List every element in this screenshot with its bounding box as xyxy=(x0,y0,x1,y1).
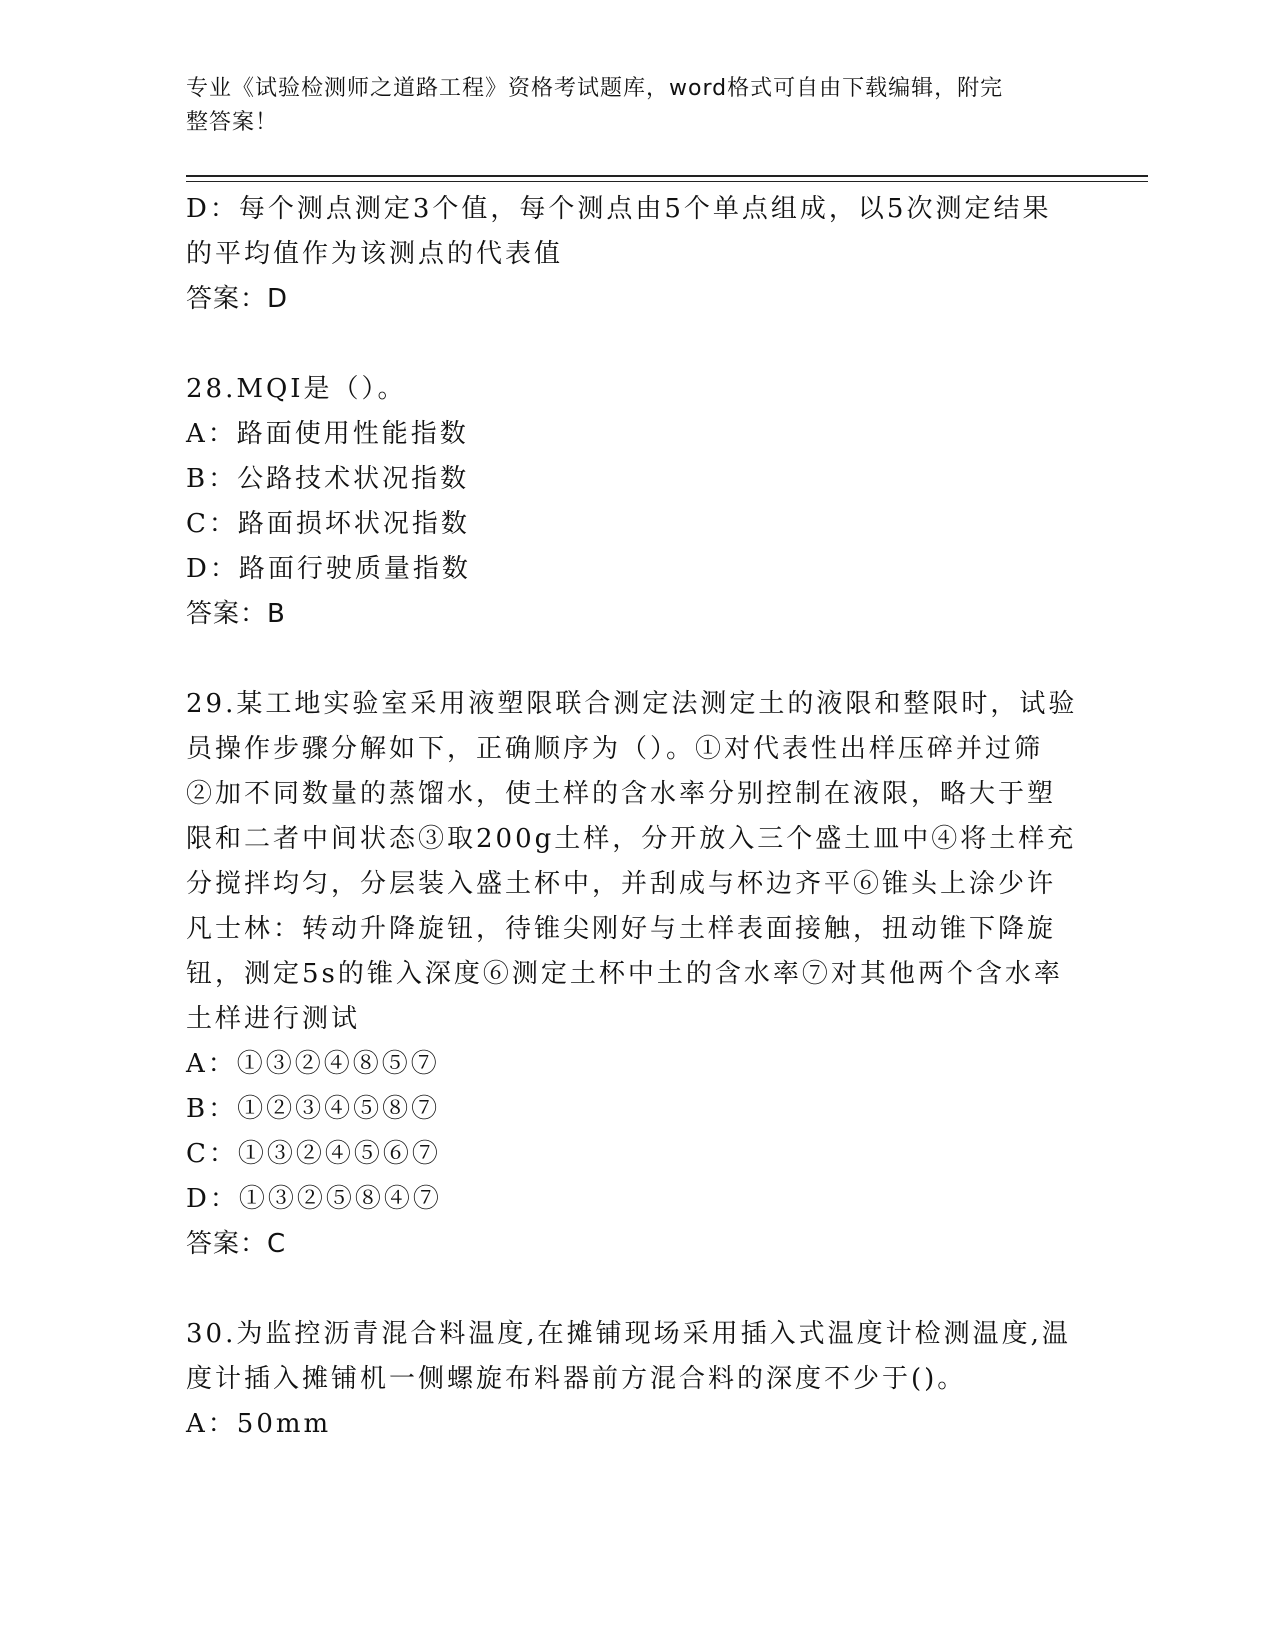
question-29 xyxy=(186,682,1086,1267)
previous-question-tail xyxy=(186,187,1086,322)
question-stem-line: 度计插入摊铺机一侧螺旋布料器前方混合料的深度不少于()。 xyxy=(186,1364,967,1394)
option-a: A：路面使用性能指数 xyxy=(186,419,469,449)
document-body xyxy=(186,187,1086,1447)
spacer xyxy=(186,1267,1086,1312)
option-d-line-1: D：每个测点测定3个值，每个测点由5个单点组成，以5次测定结果 xyxy=(186,194,1052,224)
question-stem-line: 29.某工地实验室采用液塑限联合测定法测定土的液限和整限时，试验 xyxy=(186,689,1078,719)
question-stem-line: 限和二者中间状态③取200g土样，分开放入三个盛土皿中④将土样充 xyxy=(186,824,1077,854)
question-28 xyxy=(186,367,1086,637)
option-d: D：①③②⑤⑧④⑦ xyxy=(186,1184,442,1214)
spacer xyxy=(186,637,1086,682)
question-stem-line: 员操作步骤分解如下，正确顺序为（）。①对代表性出样压碎并过筛 xyxy=(186,734,1044,764)
option-d-line-2: 的平均值作为该测点的代表值 xyxy=(186,239,564,269)
option-b: B：公路技术状况指数 xyxy=(186,464,470,494)
question-stem-line: 土样进行测试 xyxy=(186,1004,361,1034)
option-b: B：①②③④⑤⑧⑦ xyxy=(186,1094,441,1124)
spacer xyxy=(186,322,1086,367)
question-30 xyxy=(186,1312,1086,1447)
option-a: A：50mm xyxy=(186,1409,332,1439)
question-stem-line: ②加不同数量的蒸馏水，使土样的含水率分别控制在液限，略大于塑 xyxy=(186,779,1057,809)
option-c: C：①③②④⑤⑥⑦ xyxy=(186,1139,441,1169)
question-stem-line: 30.为监控沥青混合料温度,在摊铺现场采用插入式温度计检测温度,温 xyxy=(186,1319,1071,1349)
answer: 答案：C xyxy=(186,1229,287,1259)
header-rule-thick xyxy=(186,175,1148,177)
answer: 答案：D xyxy=(186,284,289,314)
document-header xyxy=(186,72,1066,140)
header-line-1: 专业《试验检测师之道路工程》资格考试题库，word格式可自由下载编辑，附完 xyxy=(186,76,1004,101)
question-stem-line: 凡士林：转动升降旋钮，待锥尖刚好与土样表面接触，扭动锥下降旋 xyxy=(186,914,1057,944)
option-a: A：①③②④⑧⑤⑦ xyxy=(186,1049,440,1079)
question-stem: 28.MQI是（）。 xyxy=(186,374,407,404)
question-stem-line: 钮，测定5s的锥入深度⑥测定土杯中土的含水率⑦对其他两个含水率 xyxy=(186,959,1063,989)
header-line-2: 整答案！ xyxy=(186,110,279,135)
answer: 答案：B xyxy=(186,599,286,629)
option-d: D：路面行驶质量指数 xyxy=(186,554,471,584)
question-stem-line: 分搅拌均匀，分层装入盛土杯中，并刮成与杯边齐平⑥锥头上涂少许 xyxy=(186,869,1057,899)
header-rule-thin xyxy=(186,181,1148,182)
option-c: C：路面损坏状况指数 xyxy=(186,509,470,539)
